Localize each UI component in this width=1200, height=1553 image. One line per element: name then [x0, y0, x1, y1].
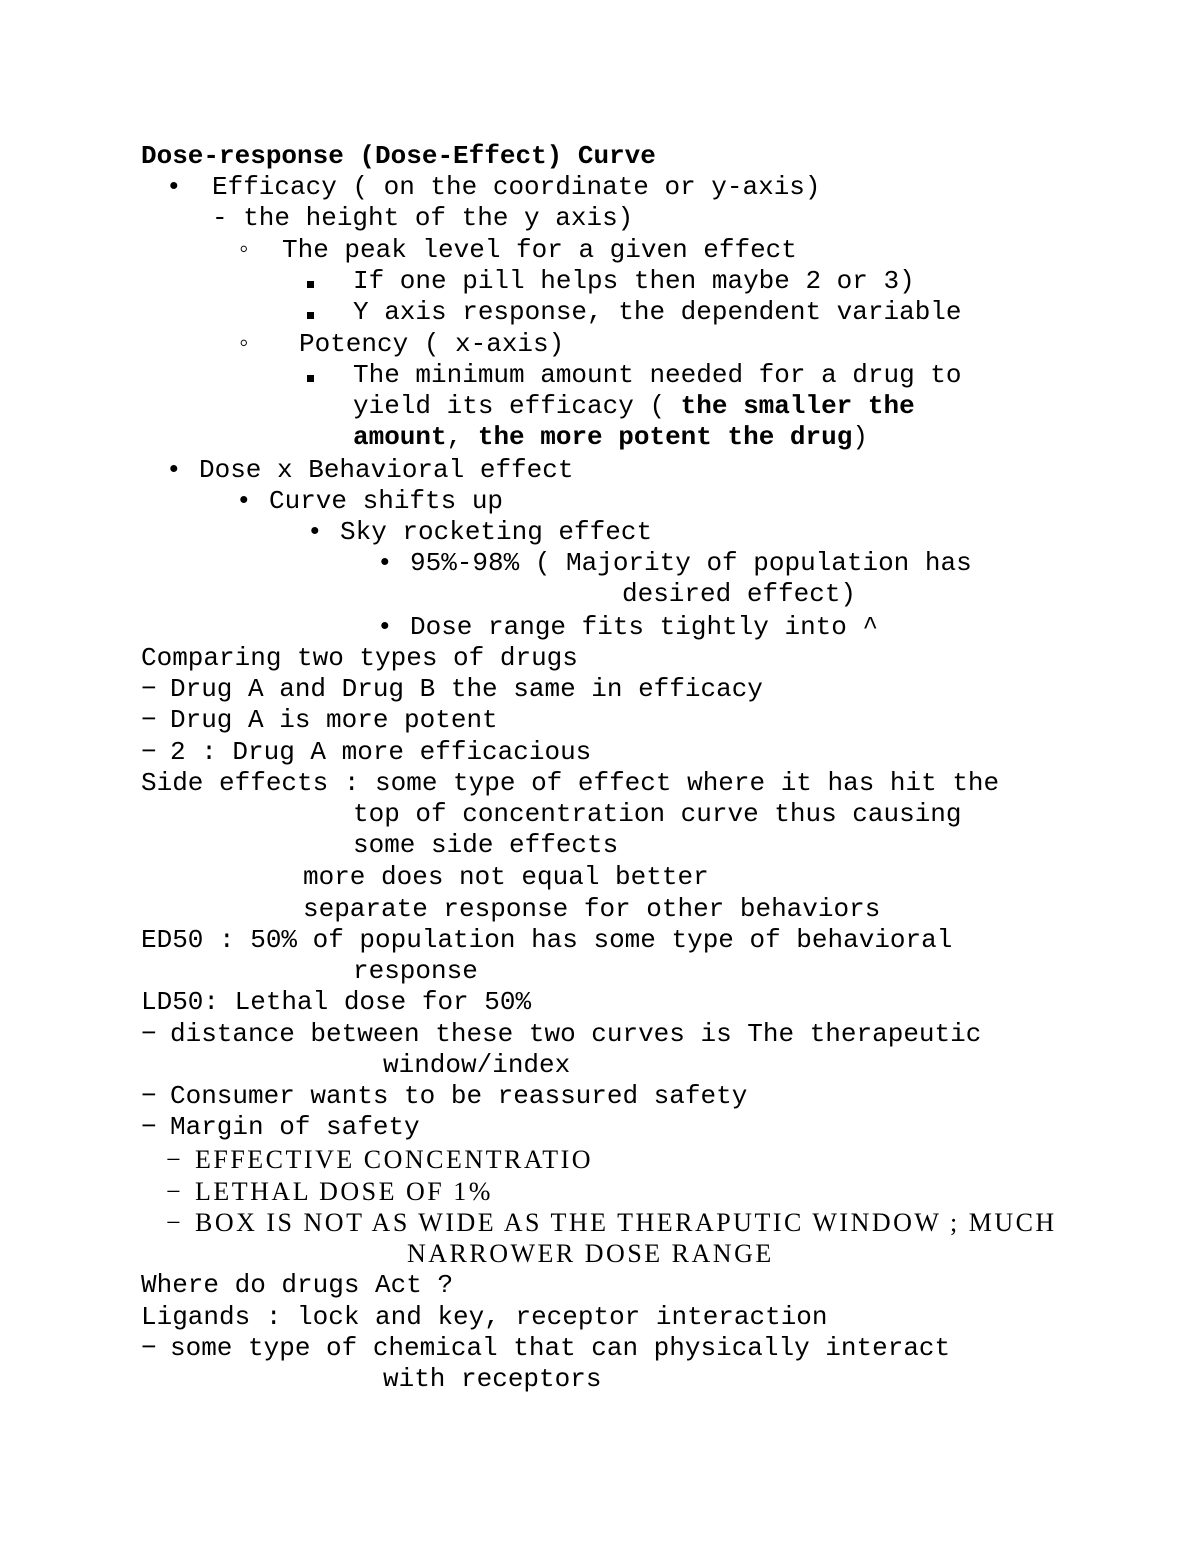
text-line: BOX IS NOT AS WIDE AS THE THERAPUTIC WINDOW ; MUCH	[195, 1208, 1057, 1237]
bullet-square	[307, 360, 314, 391]
text-line: 2 : Drug A more efficacious	[170, 737, 592, 767]
bullet-dot: •	[166, 455, 182, 485]
bullet-dash: −	[141, 674, 157, 704]
bullet-dash: −	[141, 1081, 157, 1111]
bullet-dot: •	[166, 172, 182, 202]
text-line: distance between these two curves is The therapeutic	[170, 1019, 982, 1049]
text-line: Side effects : some type of effect where it has hit the	[141, 768, 1000, 798]
bullet-dash: −	[141, 737, 157, 767]
text-line: Curve shifts up	[269, 486, 504, 516]
text-line: Dose range fits tightly into ^	[410, 612, 879, 642]
bullet-dash: −	[166, 1177, 181, 1206]
text-line: EFFECTIVE CONCENTRATIO	[195, 1145, 594, 1174]
text-line: some side effects	[353, 830, 619, 860]
text-line: response	[353, 956, 478, 986]
bullet-dot: •	[377, 548, 393, 578]
text-line: window/index	[383, 1050, 571, 1080]
text-line: Potency ( x-axis)	[299, 329, 565, 359]
bullet-dot: •	[377, 612, 393, 642]
text-line: desired effect)	[622, 579, 857, 609]
text-line: The minimum amount needed for a drug to	[353, 360, 962, 390]
text-line: more does not equal better	[303, 862, 709, 892]
text-line: If one pill helps then maybe 2 or 3)	[353, 266, 915, 296]
text-line: Margin of safety	[170, 1112, 420, 1142]
text-line: Y axis response, the dependent variable	[353, 297, 962, 327]
document-title: Dose-response (Dose-Effect) Curve	[141, 141, 656, 171]
text-line: yield its efficacy ( the smaller the	[353, 391, 915, 421]
text-line: Sky rocketing effect	[340, 517, 653, 547]
text-line: separate response for other behaviors	[303, 894, 881, 924]
bullet-dash: −	[141, 1112, 157, 1142]
bullet-square	[307, 297, 314, 328]
text-line: some type of chemical that can physically interact	[170, 1333, 951, 1363]
text-line: Comparing two types of drugs	[141, 643, 578, 673]
bullet-square	[307, 266, 314, 297]
bullet-dash: −	[166, 1145, 181, 1174]
text-line: Ligands : lock and key, receptor interaction	[141, 1302, 828, 1332]
text-line: with receptors	[383, 1364, 602, 1394]
bullet-dash: −	[141, 1333, 157, 1363]
text-line: ED50 : 50% of population has some type of behavioral	[141, 925, 953, 955]
bullet-circle: ◦	[236, 329, 252, 359]
text-line: Consumer wants to be reassured safety	[170, 1081, 748, 1111]
bullet-circle: ◦	[236, 235, 252, 265]
text-line: LD50: Lethal dose for 50%	[141, 987, 532, 1017]
bullet-dash: −	[141, 705, 157, 735]
bullet-dash: −	[141, 1019, 157, 1049]
text-line: 95%-98% ( Majority of population has	[410, 548, 972, 578]
text-line: amount, the more potent the drug)	[353, 422, 868, 452]
text-line: LETHAL DOSE OF 1%	[195, 1177, 493, 1206]
text-line: top of concentration curve thus causing	[353, 799, 962, 829]
text-line: Efficacy ( on the coordinate or y-axis)	[212, 172, 821, 202]
bullet-dot: •	[236, 486, 252, 516]
text-line: Dose x Behavioral effect	[199, 455, 574, 485]
bullet-dash: −	[166, 1208, 181, 1237]
text-line: - the height of the y axis)	[212, 203, 634, 233]
text-line: Drug A is more potent	[170, 705, 498, 735]
text-line: Where do drugs Act ?	[141, 1270, 454, 1300]
text-line: The peak level for a given effect	[282, 235, 797, 265]
text-line: NARROWER DOSE RANGE	[407, 1239, 774, 1268]
text-line: Drug A and Drug B the same in efficacy	[170, 674, 763, 704]
bullet-dot: •	[307, 517, 323, 547]
